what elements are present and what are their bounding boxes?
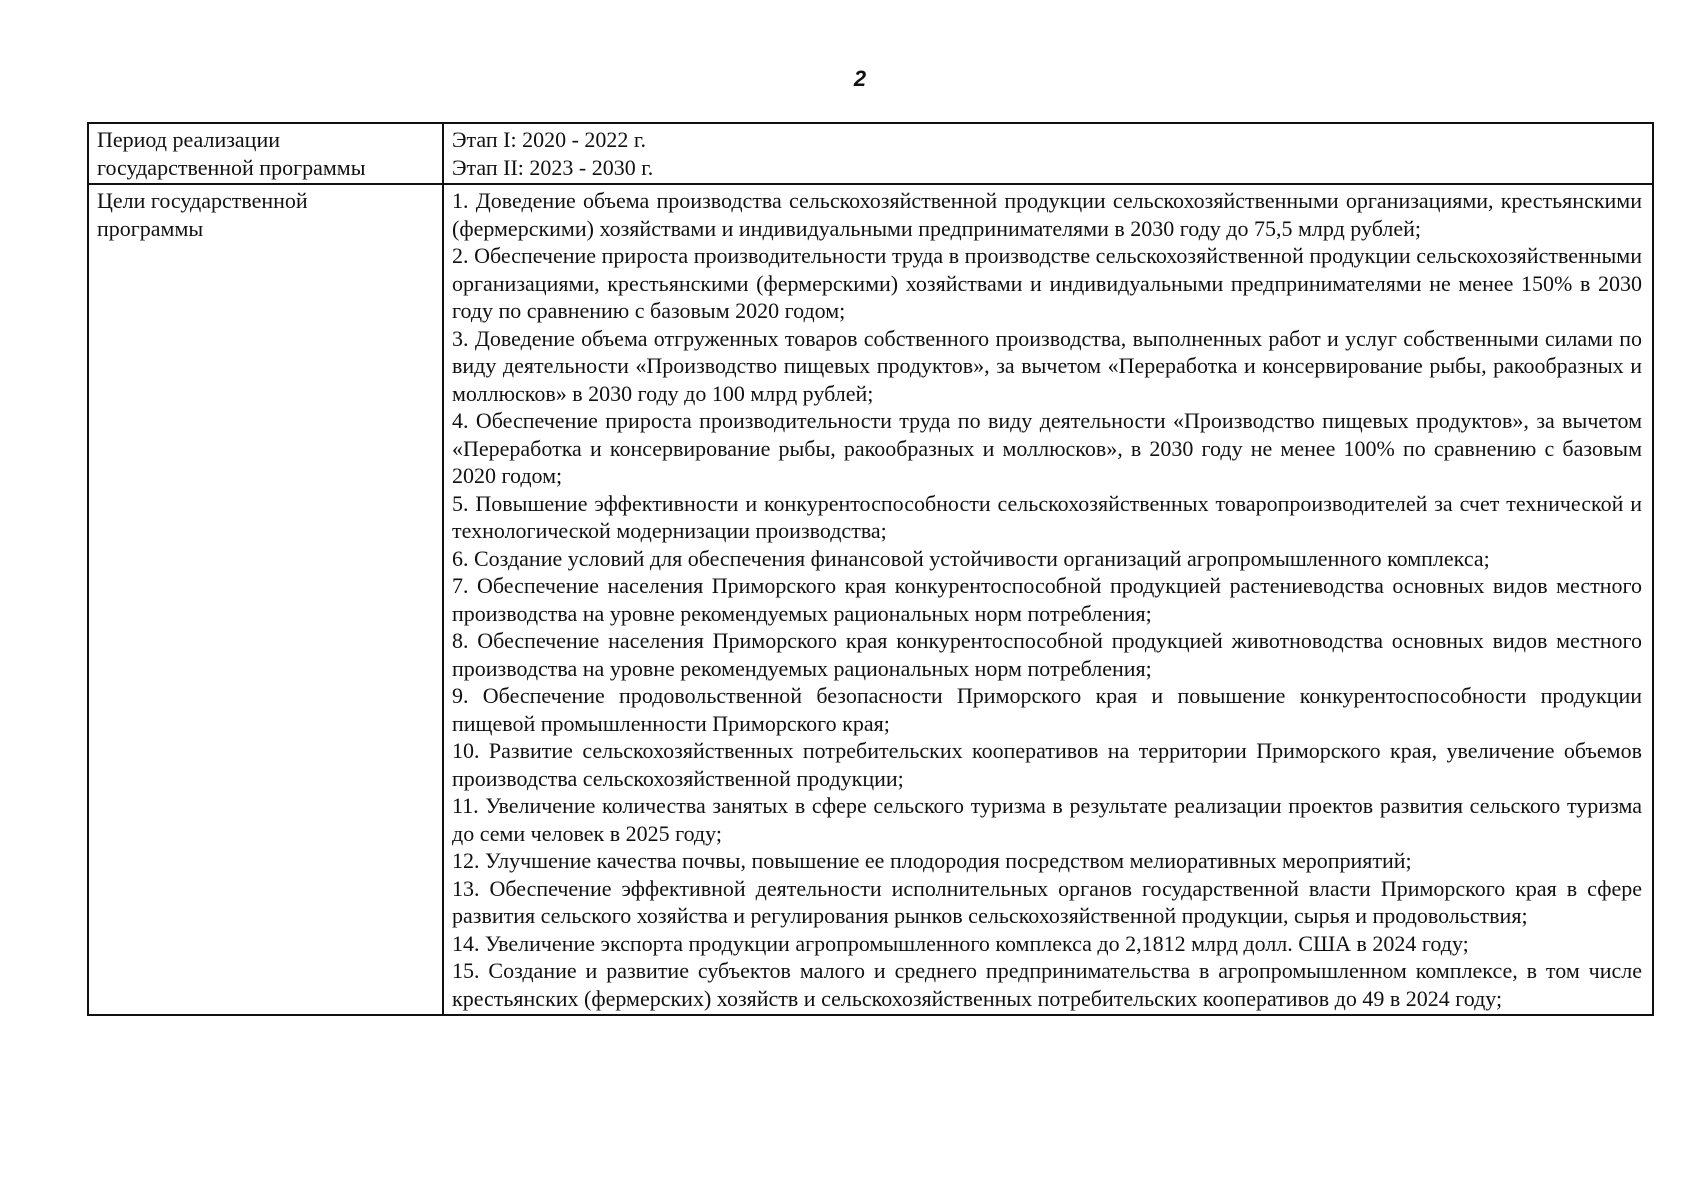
table-row-period: [88, 123, 1653, 184]
goal-item-7: 7. Обеспечение населения Приморского края конкурентоспособной продукцией растениеводства основных видов местного производства на уровне рекомендуемых рациональных норм потребления;: [452, 573, 1642, 626]
goal-item-3: 3. Доведение объема отгруженных товаров собственного производства, выполненных работ и услуг собственными силами по виду деятельности «Производство пищевых продуктов», за вычетом «Переработка и консервирование рыбы, ракообразных и моллюсков» в 2030 году до 100 млрд рублей;: [452, 325, 1642, 406]
goal-item-8: 8. Обеспечение населения Приморского края конкурентоспособной продукцией животноводства основных видов местного производства на уровне рекомендуемых рациональных норм потребления;: [452, 628, 1642, 681]
goal-item-9: 9. Обеспечение продовольственной безопасности Приморского края и повышение конкурентоспособности продукции пищевой промышленности Приморского края;: [452, 683, 1642, 736]
goals-label-line-1: Цели государственной: [97, 188, 308, 213]
period-label-cell: [88, 123, 443, 184]
goals-label-line-2: программы: [97, 215, 204, 241]
goal-item-6: 6. Создание условий для обеспечения финансовой устойчивости организаций агропромышленного комплекса;: [452, 545, 1490, 571]
goals-label-cell: [88, 184, 443, 1015]
table-row-goals: [88, 184, 1653, 1015]
goal-item-14: 14. Увеличение экспорта продукции агропромышленного комплекса до 2,1812 млрд долл. США в 2024 году;: [452, 930, 1469, 956]
goal-item-1: 1. Доведение объема производства сельскохозяйственной продукции сельскохозяйственными организациями, крестьянскими (фермерскими) хозяйствами и индивидуальными предпринимателями в 2030 году до 75,5 млрд рублей;: [452, 188, 1642, 241]
goal-item-12: 12. Улучшение качества почвы, повышение ее плодородия посредством мелиоративных мероприятий;: [452, 848, 1412, 873]
goals-value-cell: [443, 184, 1653, 1015]
goal-item-13: 13. Обеспечение эффективной деятельности исполнительных органов государственной власти Приморского края в сфере развития сельского хозяйства и регулирования рынков сельскохозяйственной продукции, сырья и продовольствия;: [452, 875, 1642, 928]
stage-1: Этап I: 2020 - 2022 г.: [452, 127, 646, 152]
goal-item-11: 11. Увеличение количества занятых в сфере сельского туризма в результате реализации проектов развития сельского туризма до семи человек в 2025 году;: [452, 793, 1642, 846]
goal-item-5: 5. Повышение эффективности и конкурентоспособности сельскохозяйственных товаропроизводителей за счет технической и технологической модернизации производства;: [452, 490, 1642, 543]
goal-item-2: 2. Обеспечение прироста производительности труда в производстве сельскохозяйственной продукции сельскохозяйственными организациями, крестьянскими (фермерскими) хозяйствами и индивидуальными предпринимателями не менее 150% в 2030 году по сравнению с базовым 2020 годом;: [452, 243, 1642, 323]
page-number: 2: [853, 66, 867, 91]
goal-item-10: 10. Развитие сельскохозяйственных потребительских кооперативов на территории Приморского края, увеличение объемов производства сельскохозяйственной продукции;: [452, 738, 1642, 791]
goal-item-4: 4. Обеспечение прироста производительности труда по виду деятельности «Производство пищевых продуктов», за вычетом «Переработка и консервирование рыбы, ракообразных и моллюсков», в 2030 году не менее 100% по сравнению с базовым 2020 годом;: [452, 408, 1642, 488]
goal-item-15: 15. Создание и развитие субъектов малого и среднего предпринимательства в агропромышленном комплексе, в том числе крестьянских (фермерских) хозяйств и сельскохозяйственных потребительских кооперативов до 49 в 2024 году;: [452, 958, 1642, 1011]
period-value-cell: [443, 123, 1653, 184]
period-label-line-2: государственной программы: [97, 154, 366, 180]
passport-table: [87, 122, 1654, 1016]
stage-2: Этап II: 2023 - 2030 г.: [452, 154, 654, 180]
period-label-line-1: Период реализации: [97, 127, 281, 152]
